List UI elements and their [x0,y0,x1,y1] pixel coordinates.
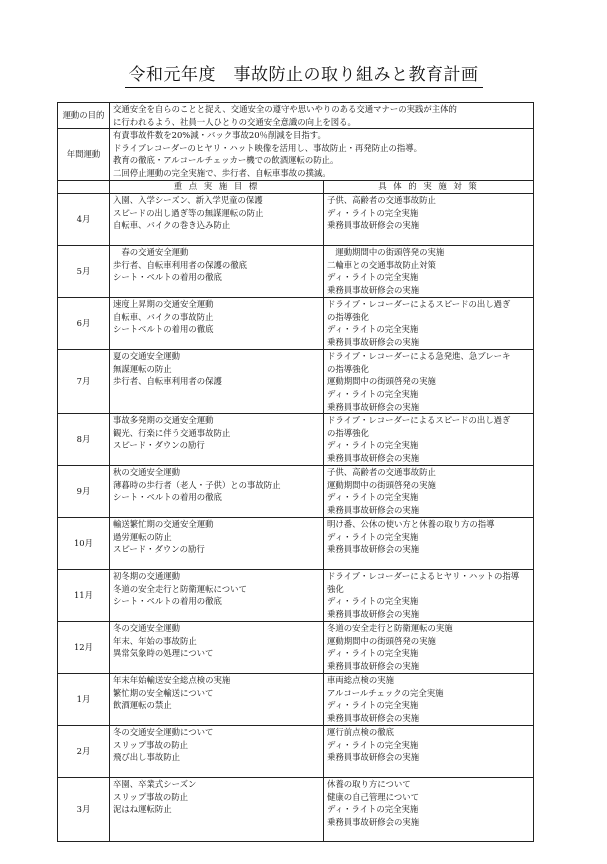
measure-line: 乗務員事故研修会の実施 [327,608,420,619]
header-empty [58,181,110,194]
month-row [58,194,534,246]
month-label: 7月 [58,350,110,414]
measure-line: ディ・ライトの完全実施 [327,492,419,503]
focus-line: スピード・ダウンの励行 [113,440,205,451]
focus-line: スリップ事故の防止 [113,791,189,802]
month-row [58,674,534,726]
focus-line: シート・ベルトの着用の徹底 [113,492,222,503]
focus-line: シートベルトの着用の徹底 [113,324,214,335]
focus-line: 冬道の安全走行と防衛運転について [113,583,247,594]
month-label: 10月 [58,518,110,570]
month-label: 1月 [58,674,110,726]
month-row [58,466,534,518]
month-label: 12月 [58,622,110,674]
month-row [58,246,534,298]
measure-line: 乗務員事故研修会の実施 [327,752,420,763]
month-row [58,622,534,674]
measures-cell [324,466,534,518]
measure-line: 明け番、公休の使い方と休養の取り方の指導 [327,519,495,530]
focus-line: 歩行者、自転車利用者の保護 [113,376,222,387]
purpose-line: 交通安全を自らのことと捉え、交通安全の遵守や思いやりのある交通マナーの実践が主体的 [113,104,457,114]
focus-line: 夏の交通安全運動 [113,351,180,362]
measure-line: ドライブ・レコーダーによる急発進、急ブレーキ [327,351,511,362]
focus-line: 観光、行楽に伴う交通事故防止 [113,427,231,438]
month-label: 9月 [58,466,110,518]
measure-line: 運動期間中の街頭啓発の実施 [327,635,436,646]
focus-line: 飲酒運転の禁止 [113,700,172,711]
focus-line: 卒園、卒業式シーズン [113,779,197,790]
measure-line: 乗務員事故研修会の実施 [327,220,420,231]
focus-line: 自転車、バイクの事故防止 [113,311,214,322]
measure-line: 乗務員事故研修会の実施 [327,284,420,295]
measure-line: 乗務員事故研修会の実施 [327,504,420,515]
focus-cell [110,726,324,778]
measures-cell [324,414,534,466]
focus-line: 繁忙期の安全輸送について [113,687,214,698]
page-title-text: 令和元年度 事故防止の取り組みと教育計画 [125,65,483,88]
annual-line: 教育の徹底・アルコールチェッカー機での飲酒運転の防止。 [113,155,339,166]
focus-cell [110,414,324,466]
focus-cell [110,570,324,622]
month-label: 4月 [58,194,110,246]
annual-row [58,129,534,181]
measure-line: ドライブ・レコーダーによるスピードの出し過ぎ [327,415,511,426]
focus-line: 異常気象時の処理について [113,648,214,659]
measure-line: 乗務員事故研修会の実施 [327,544,420,555]
measure-line: ディ・ライトの完全実施 [327,700,419,711]
annual-label: 年間運動 [58,129,110,181]
measure-line: アルコールチェックの完全実施 [327,687,444,698]
measure-line: 健康の自己管理について [327,791,419,802]
measure-line: 運動期間中の街頭啓発の実施 [327,479,436,490]
purpose-text [110,103,534,129]
focus-cell [110,622,324,674]
focus-cell [110,466,324,518]
annual-text [110,129,534,181]
month-label: 6月 [58,298,110,350]
focus-line: 入園、入学シーズン、新入学児童の保護 [113,195,263,206]
month-row [58,778,534,842]
month-label: 3月 [58,778,110,842]
month-row [58,350,534,414]
annual-line: ドライブレコーダーのヒヤリ・ハット映像を活用し、事故防止・再発防止の指導。 [113,142,423,153]
measure-line: 車両総点検の実施 [327,675,394,686]
focus-line: 薄暮時の歩行者（老人・子供）との事故防止 [113,479,281,490]
measures-cell [324,622,534,674]
header-focus: 重 点 実 施 目 標 [110,181,324,194]
measure-line: ディ・ライトの完全実施 [327,739,419,750]
month-label: 11月 [58,570,110,622]
month-row [58,570,534,622]
focus-line: 自転車、バイクの巻き込み防止 [113,220,231,231]
focus-cell [110,518,324,570]
month-row [58,298,534,350]
measure-line: 乗務員事故研修会の実施 [327,452,420,463]
purpose-label: 運動の目的 [58,103,110,129]
measure-line: 子供、高齢者の交通事故防止 [327,467,436,478]
annual-line: 二回停止運動の完全実施で、歩行者、自転車事故の撲滅。 [113,167,331,178]
measure-line: 乗務員事故研修会の実施 [327,712,420,723]
measures-cell [324,674,534,726]
measure-line: ディ・ライトの完全実施 [327,388,419,399]
focus-line: 泥はね運転防止 [113,804,172,815]
focus-line: スピードの出し過ぎ等の無謀運転の防止 [113,207,264,218]
purpose-row [58,103,534,129]
measure-line: 二輪車との交通事故防止対策 [327,259,436,270]
measures-cell [324,246,534,298]
column-header-row [58,181,534,194]
focus-cell [110,298,324,350]
focus-line: 初冬期の交通運動 [113,571,180,582]
measure-line: ドライブ・レコーダーによるスピードの出し過ぎ [327,299,511,310]
measures-cell [324,518,534,570]
measure-line: 運行前点検の徹底 [327,727,394,738]
measure-line: ディ・ライトの完全実施 [327,531,419,542]
focus-line: 輸送繁忙期の交通安全運動 [113,519,214,530]
measure-line: 強化 [327,583,344,594]
measure-line: 乗務員事故研修会の実施 [327,336,420,347]
month-label: 8月 [58,414,110,466]
measure-line: 運動期間中の街頭啓発の実施 [327,376,436,387]
focus-cell [110,194,324,246]
page-title [0,60,607,85]
focus-line: スピード・ダウンの励行 [113,544,205,555]
purpose-line: に行われるよう、社員一人ひとりの交通安全意識の向上を図る。 [113,116,356,127]
focus-cell [110,350,324,414]
measure-line: ディ・ライトの完全実施 [327,440,419,451]
month-label: 5月 [58,246,110,298]
measure-line: 子供、高齢者の交通事故防止 [327,195,436,206]
plan-table [57,102,534,842]
measure-line: ディ・ライトの完全実施 [327,648,419,659]
focus-line: 速度上昇期の交通安全運動 [113,299,214,310]
measures-cell [324,570,534,622]
measures-cell [324,298,534,350]
measure-line: の指導強化 [327,311,369,322]
focus-cell [110,246,324,298]
measure-line: ディ・ライトの完全実施 [327,207,419,218]
measures-cell [324,194,534,246]
focus-line: 春の交通安全運動 [113,247,189,258]
focus-line: 歩行者、自転車利用者の保護の徹底 [113,259,247,270]
month-row [58,726,534,778]
focus-line: 年末、年始の事故防止 [113,635,197,646]
measure-line: ディ・ライトの完全実施 [327,596,419,607]
annual-line: 有責事故件数を20%減・バック事故20％削減を目指す。 [113,130,326,141]
focus-line: 過労運転の防止 [113,531,172,542]
header-measures: 具 体 的 実 施 対 策 [324,181,534,194]
focus-line: シート・ベルトの着用の徹底 [113,596,222,607]
measures-cell [324,726,534,778]
focus-line: 無謀運転の防止 [113,363,172,374]
measure-line: 乗務員事故研修会の実施 [327,401,420,412]
focus-line: スリップ事故の防止 [113,739,189,750]
focus-line: 飛び出し事故防止 [113,752,180,763]
focus-cell [110,778,324,842]
measure-line: の指導強化 [327,427,369,438]
focus-line: 秋の交通安全運動 [113,467,180,478]
measure-line: 休養の取り方について [327,779,411,790]
measure-line: 乗務員事故研修会の実施 [327,660,420,671]
focus-line: シート・ベルトの着用の徹底 [113,272,222,283]
measure-line: 乗務員事故研修会の実施 [327,816,420,827]
focus-line: 冬の交通安全運動について [113,727,214,738]
measure-line: 運動期間中の街頭啓発の実施 [327,247,445,258]
month-row [58,518,534,570]
month-label: 2月 [58,726,110,778]
focus-line: 事故多発期の交通安全運動 [113,415,214,426]
measures-cell [324,778,534,842]
focus-cell [110,674,324,726]
measures-cell [324,350,534,414]
focus-line: 冬の交通安全運動 [113,623,180,634]
measure-line: ディ・ライトの完全実施 [327,272,419,283]
month-row [58,414,534,466]
measure-line: ドライブ・レコーダーによるヒヤリ・ハットの指導 [327,571,520,582]
measure-line: 冬道の安全走行と防衛運転の実施 [327,623,453,634]
measure-line: ディ・ライトの完全実施 [327,804,419,815]
measure-line: ディ・ライトの完全実施 [327,324,419,335]
measure-line: の指導強化 [327,363,369,374]
focus-line: 年末年始輸送安全総点検の実施 [113,675,231,686]
